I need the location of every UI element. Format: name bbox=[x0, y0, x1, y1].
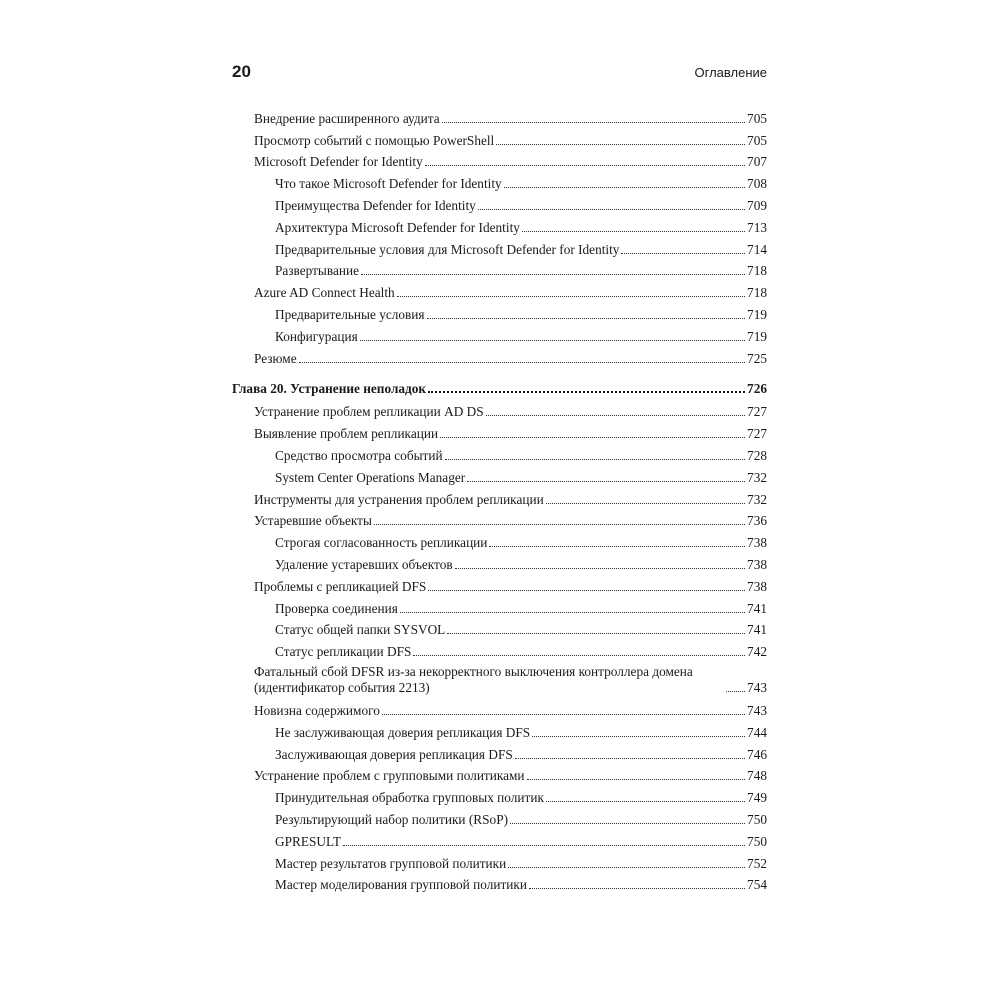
toc-entry-title: Microsoft Defender for Identity bbox=[254, 154, 423, 170]
toc-leader-dots bbox=[726, 691, 745, 692]
toc-entry-page: 718 bbox=[747, 263, 767, 279]
toc-entry-title: Архитектура Microsoft Defender for Identity bbox=[275, 219, 520, 235]
toc-entry-page: 718 bbox=[747, 285, 767, 301]
toc-leader-dots bbox=[486, 415, 745, 416]
toc-entry bbox=[232, 215, 767, 237]
toc-entry-page: 741 bbox=[747, 600, 767, 616]
toc-entry bbox=[232, 302, 767, 324]
toc-entry bbox=[232, 552, 767, 574]
toc-entry-title: Результирующий набор политики (RSoP) bbox=[275, 811, 509, 827]
toc-entry bbox=[232, 530, 767, 552]
toc-entry bbox=[232, 280, 767, 302]
toc-entry-title: Что такое Microsoft Defender for Identity bbox=[275, 176, 502, 192]
toc-entry bbox=[232, 171, 767, 193]
toc-entry-page: 713 bbox=[747, 219, 767, 235]
toc-leader-dots bbox=[445, 459, 745, 460]
toc-entry bbox=[232, 764, 767, 786]
toc-entry-page: 705 bbox=[747, 110, 767, 126]
toc-entry-title: Развертывание bbox=[275, 263, 360, 279]
toc-entry bbox=[232, 873, 767, 895]
toc-entry bbox=[232, 324, 767, 346]
toc-entry-page: 742 bbox=[747, 644, 767, 660]
toc-entry bbox=[232, 618, 767, 640]
toc-entry-page: 719 bbox=[747, 328, 767, 344]
toc-entry bbox=[232, 421, 767, 443]
toc-entry-title: Резюме bbox=[254, 350, 297, 366]
toc-leader-dots bbox=[508, 867, 745, 868]
toc-entry bbox=[232, 742, 767, 764]
toc-leader-dots bbox=[374, 524, 745, 525]
toc-entry-page: 708 bbox=[747, 176, 767, 192]
toc-entry-page: 743 bbox=[747, 680, 767, 696]
toc-entry bbox=[232, 346, 767, 368]
toc-entry-title: Проблемы с репликацией DFS bbox=[254, 578, 427, 594]
toc-entry-page: 707 bbox=[747, 154, 767, 170]
toc-entry bbox=[232, 193, 767, 215]
toc-entry-page: 728 bbox=[747, 447, 767, 463]
toc-leader-dots bbox=[467, 481, 745, 482]
toc-entry-title: GPRESULT bbox=[275, 833, 342, 849]
toc-entry bbox=[232, 509, 767, 531]
toc-entry bbox=[232, 785, 767, 807]
toc-entry-title: Мастер результатов групповой политики bbox=[275, 855, 507, 871]
toc-entry-title: Внедрение расширенного аудита bbox=[254, 110, 440, 126]
toc-entry-title: Инструменты для устранения проблем репликации bbox=[254, 491, 544, 507]
toc-entry-page: 750 bbox=[747, 811, 767, 827]
toc-leader-dots bbox=[489, 546, 745, 547]
toc-entry-page: 736 bbox=[747, 513, 767, 529]
toc-entry-title: Принудительная обработка групповых политик bbox=[275, 790, 544, 806]
toc-leader-dots bbox=[447, 633, 745, 634]
toc-entry-page: 738 bbox=[747, 578, 767, 594]
toc-entry-page: 719 bbox=[747, 306, 767, 322]
toc-leader-dots bbox=[440, 437, 745, 438]
toc-entry bbox=[232, 465, 767, 487]
toc-entry-page: 752 bbox=[747, 855, 767, 871]
toc-entry-page: 727 bbox=[747, 426, 767, 442]
toc-entry-page: 727 bbox=[747, 404, 767, 420]
toc-leader-dots bbox=[413, 655, 745, 656]
toc-entry-page: 743 bbox=[747, 702, 767, 718]
toc-leader-dots bbox=[360, 340, 745, 341]
toc-leader-dots bbox=[504, 187, 745, 188]
toc-entry-page: 705 bbox=[747, 132, 767, 148]
toc-entry-title: Статус общей папки SYSVOL bbox=[275, 622, 446, 638]
toc-leader-dots bbox=[343, 845, 745, 846]
toc-leader-dots bbox=[532, 736, 745, 737]
toc-entry bbox=[232, 259, 767, 281]
toc-entry-title: Мастер моделирования групповой политики bbox=[275, 877, 527, 893]
toc-entry-title: Устаревшие объекты bbox=[254, 513, 372, 529]
toc-leader-dots bbox=[546, 503, 745, 504]
toc-entry bbox=[232, 829, 767, 851]
toc-entry bbox=[232, 574, 767, 596]
toc-leader-dots bbox=[428, 590, 745, 591]
toc-entry-title: Предварительные условия для Microsoft Defender for Identity bbox=[275, 241, 620, 257]
toc-entry-page: 732 bbox=[747, 491, 767, 507]
toc-entry-page: 741 bbox=[747, 622, 767, 638]
toc-leader-dots bbox=[496, 144, 745, 145]
toc-entry bbox=[232, 487, 767, 509]
toc-entry bbox=[232, 128, 767, 150]
toc-entry-title: Просмотр событий с помощью PowerShell bbox=[254, 132, 495, 148]
toc-entry bbox=[232, 106, 767, 128]
toc-entry-title: Глава 20. Устранение неполадок bbox=[232, 380, 427, 396]
toc-entry-page: 748 bbox=[747, 768, 767, 784]
toc-entry bbox=[232, 596, 767, 618]
toc-leader-dots bbox=[397, 296, 745, 297]
toc-entry-page: 725 bbox=[747, 350, 767, 366]
toc-leader-dots bbox=[361, 274, 745, 275]
toc-entry bbox=[232, 400, 767, 422]
toc-entry bbox=[232, 661, 767, 698]
toc-entry-title: Удаление устаревших объектов bbox=[275, 556, 453, 572]
toc-entry-page: 709 bbox=[747, 197, 767, 213]
toc-leader-dots bbox=[400, 612, 745, 613]
toc-leader-dots bbox=[382, 714, 745, 715]
toc-chapter-entry bbox=[232, 368, 767, 400]
toc-entry-page: 750 bbox=[747, 833, 767, 849]
toc-leader-dots bbox=[455, 568, 745, 569]
toc-leader-dots bbox=[527, 779, 746, 780]
toc-leader-dots bbox=[546, 801, 745, 802]
toc-entry-page: 726 bbox=[747, 380, 767, 396]
toc-leader-dots bbox=[522, 231, 745, 232]
toc-entry bbox=[232, 851, 767, 873]
toc-entry-title: Проверка соединения bbox=[275, 600, 398, 616]
toc-entry-page: 744 bbox=[747, 724, 767, 740]
toc-entry-title: Преимущества Defender for Identity bbox=[275, 197, 476, 213]
toc-leader-dots bbox=[428, 391, 745, 393]
toc-entry-title: Azure AD Connect Health bbox=[254, 285, 395, 301]
toc-entry-page: 738 bbox=[747, 556, 767, 572]
toc-entry-title: Средство просмотра событий bbox=[275, 447, 443, 463]
toc-entry bbox=[232, 720, 767, 742]
toc-leader-dots bbox=[515, 758, 745, 759]
toc-entry bbox=[232, 639, 767, 661]
toc-leader-dots bbox=[442, 122, 745, 123]
toc-entry-title: Устранение проблем с групповыми политиками bbox=[254, 768, 525, 784]
toc-entry-page: 714 bbox=[747, 241, 767, 257]
toc-entry-page: 746 bbox=[747, 746, 767, 762]
toc-entry-title: Конфигурация bbox=[275, 328, 358, 344]
toc-leader-dots bbox=[478, 209, 745, 210]
toc-entry-title: Выявление проблем репликации bbox=[254, 426, 439, 442]
toc-entry-title: Предварительные условия bbox=[275, 306, 425, 322]
toc-entry-title: Строгая согласованность репликации bbox=[275, 535, 488, 551]
toc-leader-dots bbox=[299, 362, 745, 363]
toc-leader-dots bbox=[529, 888, 745, 889]
page-number: 20 bbox=[232, 62, 251, 81]
toc-entry bbox=[232, 698, 767, 720]
toc-entry-title: System Center Operations Manager bbox=[275, 469, 466, 485]
table-of-contents bbox=[232, 106, 767, 894]
toc-entry bbox=[232, 150, 767, 172]
running-head: Оглавление bbox=[694, 65, 767, 80]
toc-leader-dots bbox=[425, 165, 745, 166]
toc-entry-page: 738 bbox=[747, 535, 767, 551]
toc-entry bbox=[232, 807, 767, 829]
toc-entry-page: 749 bbox=[747, 790, 767, 806]
toc-entry-title: Фатальный сбой DFSR из-за некорректного выключения контроллера домена (идентификатор события 2213) bbox=[254, 664, 693, 696]
toc-entry bbox=[232, 237, 767, 259]
toc-entry-title: Новизна содержимого bbox=[254, 702, 380, 718]
toc-leader-dots bbox=[510, 823, 745, 824]
toc-entry bbox=[232, 443, 767, 465]
toc-entry-page: 754 bbox=[747, 877, 767, 893]
toc-leader-dots bbox=[621, 253, 745, 254]
toc-entry-title: Заслуживающая доверия репликация DFS bbox=[275, 746, 513, 762]
toc-entry-title: Статус репликации DFS bbox=[275, 644, 412, 660]
toc-entry-page: 732 bbox=[747, 469, 767, 485]
toc-entry-title: Устранение проблем репликации AD DS bbox=[254, 404, 484, 420]
toc-entry-title: Не заслуживающая доверия репликация DFS bbox=[275, 724, 531, 740]
toc-leader-dots bbox=[427, 318, 746, 319]
